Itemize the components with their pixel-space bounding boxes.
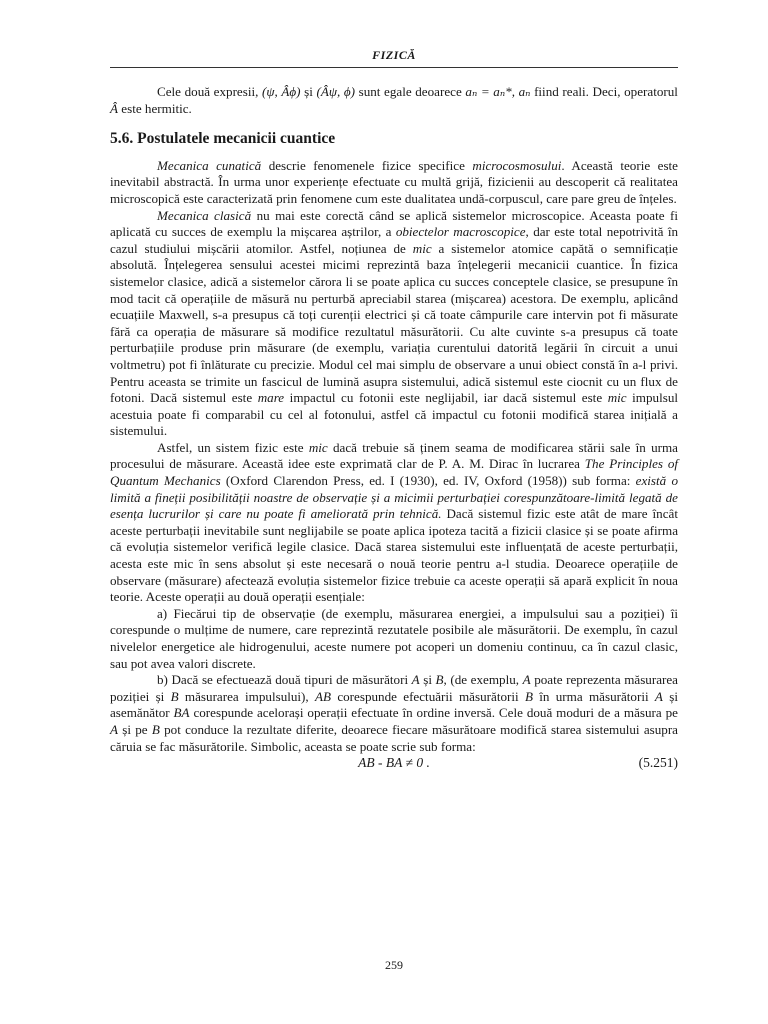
intro-lead: Cele două expresii,	[157, 84, 259, 99]
text: a) Fiecărui tip de observație (de exemplu, măsurarea energiei, a impulsului sau a poziției) îi corespunde o mulțime de numere, care reprezintă rezutatele posibile ale măsurătorii. De exemplu, în cazul nivelelor energetice ale hidrogenului, aceste numere pot acoperi un domeniu continuu, ca în cazul clasic, sau pot avea valori discrete.	[110, 605, 678, 671]
text: Astfel, un sistem fizic este	[157, 439, 309, 455]
text: (Oxford Clarendon Press, ed. I (1930), ed. IV, Oxford (1958)) sub forma:	[220, 473, 636, 489]
text: și pe	[118, 721, 152, 737]
paragraph-b	[110, 672, 678, 755]
intro-and: și	[304, 84, 313, 99]
term-classical-mechanics: Mecanica clasică	[157, 207, 252, 223]
text: b) Dacă se efectuează două tipuri de măsurători	[157, 672, 412, 688]
symbol-a: A	[110, 721, 118, 737]
text: și asemănător	[110, 688, 678, 721]
symbol-a: A	[654, 688, 663, 704]
operator-symbol: Â	[110, 100, 118, 116]
page-body	[110, 80, 678, 773]
text: corespunde efectuării măsurătorii	[331, 688, 525, 704]
text: poate reprezenta măsurarea poziției și	[110, 672, 678, 704]
symbol-ab: AB	[315, 688, 332, 704]
text: a sistemelor atomice capătă o semnificație absolută. Înțelegerea sensului acestei micimi reprezintă baza înțelegerii mecanicii cuantice. În fizica sistemelor clasice, adică a sistemelor cărora li se poate aplica cu succes conceptele clasice, se presupune în mod tacit că operațiile de măsură nu perturbă apreciabil starea (mișcarea) acestora. De exemplu, aplicând ecuațiile Maxwell, s-a presupus că toți curenții electrici și că toate câmpurile care intervin pot fi măsurate fără ca operația de măsurare să modifice rezultatul măsurătorii. Cu alte cuvinte s-a presupus că toate perturbațiile produse prin măsurare (de exemplu, variația curentului datorită legării în circuit a unui voltmetru) pot fi înlăturate cu precizie. Modul cel mai simplu de observare a unui obiect constă în a-l privi. Pentru aceasta se trimite un fascicul de lumină asupra sistemului, adică sistemul este ciocnit cu un flux de fotoni. Dacă sistemul este	[110, 240, 678, 406]
term-large: mare	[257, 390, 285, 406]
symbol-b: B	[151, 721, 160, 737]
text: impulsul acestuia poate fi comparabil cu cel al fotonului, astfel că impactul cu fotonii modifică starea inițială a sistemului.	[110, 390, 679, 439]
symbol-b: B	[170, 688, 179, 704]
paragraph-a	[110, 606, 678, 672]
text: în urma măsurătorii	[532, 688, 655, 704]
text: și	[419, 672, 436, 688]
paragraph-3	[110, 440, 678, 606]
expression-1: (ψ, Âϕ)	[262, 84, 301, 99]
text: impactul cu fotonii este neglijabil, iar dacă sistemul este	[284, 390, 608, 406]
term-small: mic	[412, 240, 432, 256]
header-rule	[110, 67, 678, 68]
dirac-quote: există o limită a fineții posibilității noastre de observație și a micimii perturbației corespunzătoare-limită legată de esența lucrurilor și care nu poate fi ameliorată prin tehnică.	[110, 473, 678, 522]
text: corespunde acelorași operații efectuate în ordine inversă. Cele două moduri de a măsura pe	[189, 705, 678, 721]
term-microcosmos: microcosmosului	[472, 157, 562, 173]
intro-tail: fiind reali. Deci, operatorul	[534, 84, 678, 99]
condition-formula: aₙ = aₙ*,	[465, 84, 515, 99]
text: Dacă sistemul fizic este atât de mare încât aceste perturbații inevitabile sunt neglijabile se poate aplica ipoteza tacită a fizicii clasice și se poate afirma că evoluția sistemelor verifică legile clasice. Dacă starea sistemului este influențată de aceste perturbații, acesta este mic în sens absolut și este necesară o nouă teorie pentru a-l studia. Deoarece operațiile de observare (măsurare) afectează evoluția sistemelor fizice trebuie ca aceste operații să apară explicit în noua teorie. Aceste operații au două operații esențiale:	[110, 506, 678, 605]
term-small: mic	[308, 439, 328, 455]
book-title: The Principles of Quantum Mechanics	[110, 456, 679, 489]
running-header: FIZICĂ	[372, 48, 416, 62]
symbol-ba: BA	[173, 705, 190, 721]
text: măsurarea impulsului),	[178, 688, 316, 704]
term-small: mic	[607, 390, 627, 406]
intro-end: este hermitic.	[121, 100, 192, 116]
text: , dar este total nepotrivită în cazul studiului mișcării atomilor. Astfel, noțiunea de	[110, 224, 678, 256]
equation-row	[110, 755, 678, 773]
text: nu mai este corectă când se aplică sistemelor microscopice. Aceasta poate fi aplicată cu succes de exemplu la mișcarea aștrilor, a	[110, 207, 678, 240]
variable-an: aₙ	[518, 84, 531, 99]
paragraph-2	[110, 208, 678, 440]
section-title: 5.6. Postulatele mecanicii cuantice	[110, 130, 336, 148]
expression-2: (Âψ, ϕ)	[316, 84, 355, 99]
equation-formula: AB - BA ≠ 0 .	[358, 755, 430, 771]
page-number: 259	[385, 958, 403, 972]
term-quantum-mechanics: Mecanica cunatică	[157, 157, 262, 173]
symbol-b: B	[524, 688, 533, 704]
equation-number: (5.251)	[638, 755, 678, 771]
text: pot conduce la rezultate diferite, deoarece fiecare măsurătoare modifică starea sistemului asupra căruia se fac măsurătorile. Simbolic, aceasta se poate scrie sub forma:	[110, 721, 678, 754]
text: . Această teorie este inevitabil abstractă. În urma unor experiențe efectuate cu multă grijă, fizicienii au descoperit că realitatea microscopică este caracterizată prin fenomene cum este dualitatea undă-corpuscul, care pare greu de înțeles.	[110, 157, 678, 206]
symbol-b: B	[435, 672, 444, 688]
term-macroscopic-objects: obiectelor macroscopice	[395, 224, 526, 240]
paragraph-1	[110, 158, 678, 208]
text: dacă trebuie să ținem seama de modificarea stării sale în urma procesului de măsurare. Această idee este exprimată clar de P. A. M. Dirac în lucrarea	[110, 439, 678, 472]
symbol-a: A	[411, 672, 420, 688]
intro-middle: sunt egale deoarece	[358, 84, 462, 99]
text: , (de exemplu,	[443, 672, 523, 688]
text: descrie fenomenele fizice specifice	[261, 157, 473, 173]
symbol-a: A	[522, 672, 531, 688]
intro-paragraph	[110, 84, 678, 117]
